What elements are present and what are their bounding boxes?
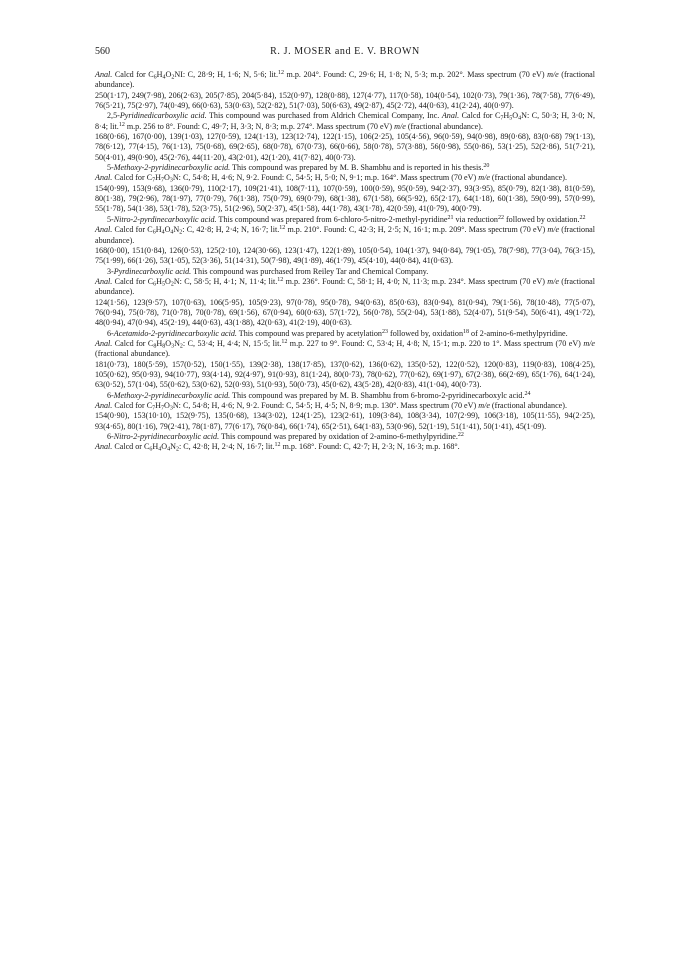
paragraph	[95, 298, 595, 329]
text-run: 154(0·99), 153(9·68), 136(0·79), 110(2·17), 109(21·41), 108(7·11), 107(0·59), 100(0·59), 95(0·59), 94(2·37), 93(3·95), 85(0·79), 82(1·38), 81(0·59), 80(1·38), 79(2·96), 78(1·97), 77(0·79), 76(1·38), 75(0·79), 69(0·79), 68(1·38), 67(1·58), 66(5·92), 65(2·17), 64(1·18), 60(1·38), 59(0·99), 57(0·99), 55(1·78), 54(1·38), 53(1·78), 52(3·75), 51(2·96), 50(2·37), 45(1·58), 44(1·78), 43(1·78), 42(0·59), 41(0·79), 40(0·79).	[95, 183, 595, 214]
text-run: 5-	[107, 214, 114, 224]
subscript: 2	[179, 229, 183, 236]
subscript: 2	[175, 446, 179, 453]
paragraph	[95, 132, 595, 163]
superscript: 22	[579, 214, 586, 221]
text-run: O	[165, 70, 172, 79]
italic-text: Anal.	[95, 70, 113, 79]
italic-text: Nitro-2-pyrdinecarboxylic acid.	[113, 214, 217, 224]
subscript: 6	[153, 281, 157, 288]
subscript: 4	[158, 446, 162, 453]
subscript: 3	[169, 405, 173, 412]
subscript: 5	[509, 115, 513, 122]
text-run: N: C, 50·3; H, 3·0; N, 8·4; lit.	[95, 111, 595, 131]
text-run: This compound was prepared by M. B. Shambhu and is reported in his thesis.	[230, 163, 484, 173]
subscript: 7	[160, 177, 164, 184]
superscript: 24	[524, 390, 531, 397]
subscript: 3	[171, 343, 175, 350]
text-run: Calcd or C	[112, 442, 150, 452]
text-run: This compound was prepared by oxidation of 2-amino-6-methylpyridine.	[219, 432, 458, 442]
text-run: N	[170, 442, 176, 452]
superscript: 12	[277, 70, 284, 76]
text-run: Calcd for C	[112, 225, 153, 235]
text-run: : C, 53·4; H, 4·4; N, 15·5; lit.	[182, 338, 282, 348]
subscript: 4	[518, 115, 522, 122]
italic-text: m/e	[583, 338, 595, 348]
italic-text: m/e	[394, 121, 406, 131]
text-run: O	[163, 173, 170, 183]
subscript: 4	[161, 229, 165, 236]
text-run: (fractional abundance).	[489, 173, 567, 183]
paragraph	[95, 173, 595, 183]
text-run: 2,5-	[107, 111, 120, 121]
italic-text: Nitro-2-pyridinecarboxylic acid.	[113, 432, 220, 442]
paragraph	[95, 111, 595, 132]
subscript: 2	[171, 74, 175, 81]
text-run: Calcd for C	[112, 70, 154, 79]
subscript: 3	[169, 177, 173, 184]
text-run: : C, 42·8; H, 2·4; N, 16·7; lit.	[182, 225, 280, 235]
text-run: of 2-amino-6-methylpyridine.	[469, 328, 568, 338]
page-header	[95, 46, 595, 60]
subscript: 5	[161, 281, 165, 288]
text-run: N: C, 54·8; H, 4·6; N, 9·2. Found: C, 54·5; H, 4·5; N, 8·9; m.p. 130°. Mass spectrum (70 eV)	[172, 401, 479, 410]
italic-text: m/e	[478, 173, 490, 183]
text-run: H	[156, 276, 162, 286]
superscript: 23	[381, 328, 388, 335]
paragraph	[95, 360, 595, 391]
text-run: H	[152, 442, 159, 452]
text-run: Calcd for C	[112, 338, 154, 348]
paragraph	[95, 277, 595, 298]
text-run: O	[164, 276, 171, 286]
subscript: 8	[153, 343, 157, 350]
text-run: m.p. 204°. Found: C, 29·6; H, 1·8; N, 5·3; m.p. 202°. Mass spectrum (70 eV)	[283, 70, 548, 79]
paragraph	[95, 246, 595, 267]
italic-text: Anal.	[95, 338, 113, 348]
superscript: 12	[118, 121, 125, 128]
paragraph	[95, 163, 595, 173]
text-run: m.p. 227 to 9°. Found: C, 53·4; H, 4·8; N, 15·1; m.p. 220 to 1°. Mass spectrum (70 eV)	[287, 338, 584, 348]
text-run: followed by oxidation.	[503, 214, 580, 224]
italic-text: Anal.	[441, 111, 460, 121]
text-run: O	[164, 225, 171, 235]
text-run: (fractional abundance).	[95, 225, 595, 245]
subscript: 7	[160, 405, 164, 412]
text-run: m.p. 210°. Found: C, 42·3; H, 2·5; N, 16·1; m.p. 209°. Mass spectrum (70 eV)	[285, 225, 548, 235]
superscript: 21	[447, 214, 454, 221]
text-run: Calcd for C	[112, 173, 153, 183]
italic-text: Anal.	[95, 225, 113, 235]
text-run: m.p. 236°. Found: C, 58·1; H, 4·0; N, 11·3; m.p. 234°. Mass spectrum (70 eV)	[283, 276, 548, 286]
subscript: 6	[152, 229, 156, 236]
italic-text: Acetamido-2-pyridinecarboxylic acid.	[113, 328, 237, 338]
subscript: 8	[162, 343, 166, 350]
text-run: (fractional abundance).	[95, 276, 595, 297]
paragraph	[95, 432, 595, 442]
text-run: Calcd for C	[112, 401, 153, 410]
paragraph	[95, 91, 595, 112]
text-run: H	[155, 401, 161, 410]
subscript: 6	[149, 446, 153, 453]
text-run: 6-	[107, 390, 114, 400]
text-run: N	[173, 225, 180, 235]
paragraph	[95, 215, 595, 225]
text-run: m.p. 168°. Found: C, 42·7; H, 2·3; N, 16·3; m.p. 168°.	[280, 442, 460, 452]
superscript: 12	[279, 225, 286, 232]
italic-text: Anal.	[95, 173, 113, 183]
text-run: 154(0·90), 153(10·10), 152(9·75), 135(0·68), 134(3·02), 124(1·25), 123(2·61), 109(3·84), 108(3·34), 107(2·99), 106(3·18), 105(11·55), 94(2·25), 93(4·65), 80(1·16), 79(2·41), 78(1·87), 77(6·17), 76(0·84), 66(1·74), 65(2·51), 64(1·83), 53(0·96), 52(1·19), 51(1·41), 50(1·41), 45(1·09).	[95, 411, 595, 431]
paragraph	[95, 339, 595, 360]
text-run: H	[155, 225, 162, 235]
subscript: 2	[179, 343, 183, 350]
italic-text: Anal.	[95, 401, 113, 410]
text-run: 5-	[107, 163, 114, 173]
italic-text: m/e	[547, 276, 559, 286]
article-body	[95, 70, 595, 453]
paragraph	[95, 401, 595, 411]
text-run: O	[512, 111, 519, 121]
text-run: N: C, 58·5; H, 4·1; N, 11·4; lit.	[173, 276, 278, 286]
text-run: 6-	[107, 328, 114, 338]
text-run: (fractional abundance).	[489, 401, 567, 410]
paragraph	[95, 267, 595, 277]
page-number: 560	[95, 46, 110, 57]
text-run: H	[503, 111, 510, 121]
text-run: via reduction	[453, 214, 498, 224]
text-run: (fractional abundance).	[95, 70, 595, 90]
italic-text: Methoxy-2-pyridinecarboxylic acid.	[113, 163, 231, 173]
text-run: This compound was purchased from Reiley Tar and Chemical Company.	[191, 266, 429, 276]
italic-text: m/e	[547, 70, 559, 79]
text-run: 124(1·56), 123(9·57), 107(0·63), 106(5·95), 105(9·23), 97(0·78), 95(0·78), 94(0·63), 85(0·63), 83(0·94), 81(0·94), 79(1·56), 78(10·48), 77(5·07), 76(0·94), 75(0·78), 71(0·78), 70(0·78), 69(1·56), 67(0·94), 60(0·63), 57(1·72), 56(0·78), 55(2·04), 53(1·88), 52(4·07), 51(9·54), 50(6·41), 49(1·72), 48(0·94), 47(0·94), 45(2·19), 44(0·63), 43(1·88), 42(0·63), 41(2·19), 40(0·63).	[95, 297, 595, 328]
text-run: 181(0·73), 180(5·59), 157(0·52), 150(1·55), 139(2·38), 138(17·85), 137(0·62), 136(0·62), 135(0·52), 122(0·52), 120(0·83), 119(0·83), 108(4·25), 105(0·62), 95(0·93), 94(10·77), 93(4·14), 92(4·97), 91(0·93), 81(1·24), 80(0·73), 78(0·62), 77(0·62), 69(1·97), 67(2·38), 66(2·69), 65(1·76), 64(1·24), 63(0·52), 57(1·04), 55(0·62), 53(0·62), 52(0·93), 51(0·93), 50(0·73), 45(0·62), 43(5·28), 42(0·83), 41(1·04), 40(0·73).	[95, 359, 595, 390]
italic-text: Pyridinedicarboxylic acid.	[119, 111, 207, 121]
subscript: 7	[152, 177, 156, 184]
text-run: 168(0·00), 151(0·84), 126(0·53), 125(2·10), 124(30·66), 123(1·47), 122(1·89), 105(0·54), 104(1·37), 94(0·84), 79(1·05), 78(7·98), 77(3·04), 76(3·15), 75(1·99), 66(1·26), 53(1·05), 52(3·36), 51(14·31), 50(7·98), 49(1·89), 46(1·79), 45(4·10), 44(0·84), 41(0·63).	[95, 245, 595, 266]
text-run: (fractional abundance).	[405, 121, 483, 131]
text-run: Calcd for C	[112, 276, 154, 286]
text-run: (fractional abundance).	[95, 349, 171, 359]
text-run: m.p. 256 to 8°. Found: C, 49·7; H, 3·3; N, 8·3; m.p. 274°. Mass spectrum (70 eV)	[124, 121, 395, 131]
paragraph	[95, 391, 595, 401]
paragraph	[95, 184, 595, 215]
paragraph	[95, 411, 595, 432]
superscript: 12	[274, 442, 281, 449]
superscript: 18	[463, 328, 469, 335]
text-run: Calcd for C	[459, 111, 501, 121]
text-run: H	[155, 173, 161, 183]
subscript: 4	[170, 229, 174, 236]
superscript: 22	[457, 432, 464, 439]
text-run: 168(0·66), 167(0·00), 139(1·03), 127(0·59), 124(1·13), 123(12·74), 122(1·15), 106(2·25), 105(4·56), 96(0·59), 94(0·98), 89(0·68), 83(0·68) 79(1·13), 78(6·12), 77(4·15), 76(1·13), 75(0·68), 69(2·65), 68(0·78), 67(0·73), 66(0·66), 58(0·78), 57(3·88), 56(0·98), 55(0·86), 53(1·25), 52(2·86), 51(7·21), 50(4·01), 49(0·90), 45(2·76), 44(11·20), 43(2·01), 42(1·20), 41(7·82), 40(0·73).	[95, 132, 595, 162]
italic-text: Methoxy-2-pyridinecarboxylic acid.	[113, 390, 231, 400]
italic-text: Anal.	[95, 442, 113, 452]
text-run: 250(1·17), 249(7·98), 206(2·63), 205(7·85), 204(5·84), 152(0·97), 128(0·88), 127(4·77), 117(0·58), 104(0·54), 102(0·73), 79(1·36), 78(7·58), 77(6·49), 76(5·21), 75(2·97), 74(0·49), 66(0·63), 53(0·63), 52(2·82), 51(7·03), 50(6·63), 49(2·87), 45(2·72), 44(0·63), 41(2·24), 40(0·97).	[95, 90, 595, 111]
superscript: 12	[281, 338, 288, 345]
subscript: 6	[153, 74, 157, 81]
text-run: H	[156, 70, 163, 79]
paragraph	[95, 70, 595, 91]
superscript: 20	[483, 163, 490, 170]
text-run: This compound was prepared from 6-chloro-5-nitro-2-methyl-pyridine	[216, 214, 448, 224]
subscript: 4	[167, 446, 171, 453]
running-head: R. J. MOSER and E. V. BROWN	[270, 46, 420, 57]
paragraph	[95, 329, 595, 339]
subscript: 7	[152, 405, 156, 412]
text-run: This compound was prepared by acetylation	[236, 328, 382, 338]
text-run: NI: C, 28·9; H, 1·6; N, 5·6; lit.	[174, 70, 278, 79]
text-run: O	[165, 338, 172, 348]
text-run: 6-	[107, 432, 114, 442]
italic-text: m/e	[478, 401, 490, 410]
subscript: 4	[162, 74, 166, 81]
italic-text: Pyrdinecarboxylic acid.	[113, 266, 192, 276]
subscript: 2	[170, 281, 174, 288]
text-run: N: C, 54·8; H, 4·6; N, 9·2. Found: C, 54·5; H, 5·0; N, 9·1; m.p. 164°. Mass spectrum (70 eV)	[172, 173, 479, 183]
paragraph	[95, 442, 595, 452]
paragraph	[95, 225, 595, 246]
text-run: 3-	[107, 266, 114, 276]
text-run: This compound was prepared by M. B. Shambhu from 6-bromo-2-pyridinecarboxylc acid.	[230, 390, 525, 400]
text-run: N	[174, 338, 180, 348]
text-run: H	[156, 338, 163, 348]
subscript: 7	[500, 115, 504, 122]
text-run: This compound was purchased from Aldrich Chemical Company, Inc.	[206, 111, 442, 121]
italic-text: m/e	[547, 225, 560, 235]
italic-text: Anal.	[95, 276, 113, 286]
text-run: O	[161, 442, 168, 452]
text-run: : C, 42·8; H, 2·4; N, 16·7; lit.	[178, 442, 275, 452]
text-run: followed by, oxidation	[387, 328, 463, 338]
text-run: O	[163, 401, 170, 410]
superscript: 22	[497, 214, 504, 221]
superscript: 12	[277, 276, 284, 283]
